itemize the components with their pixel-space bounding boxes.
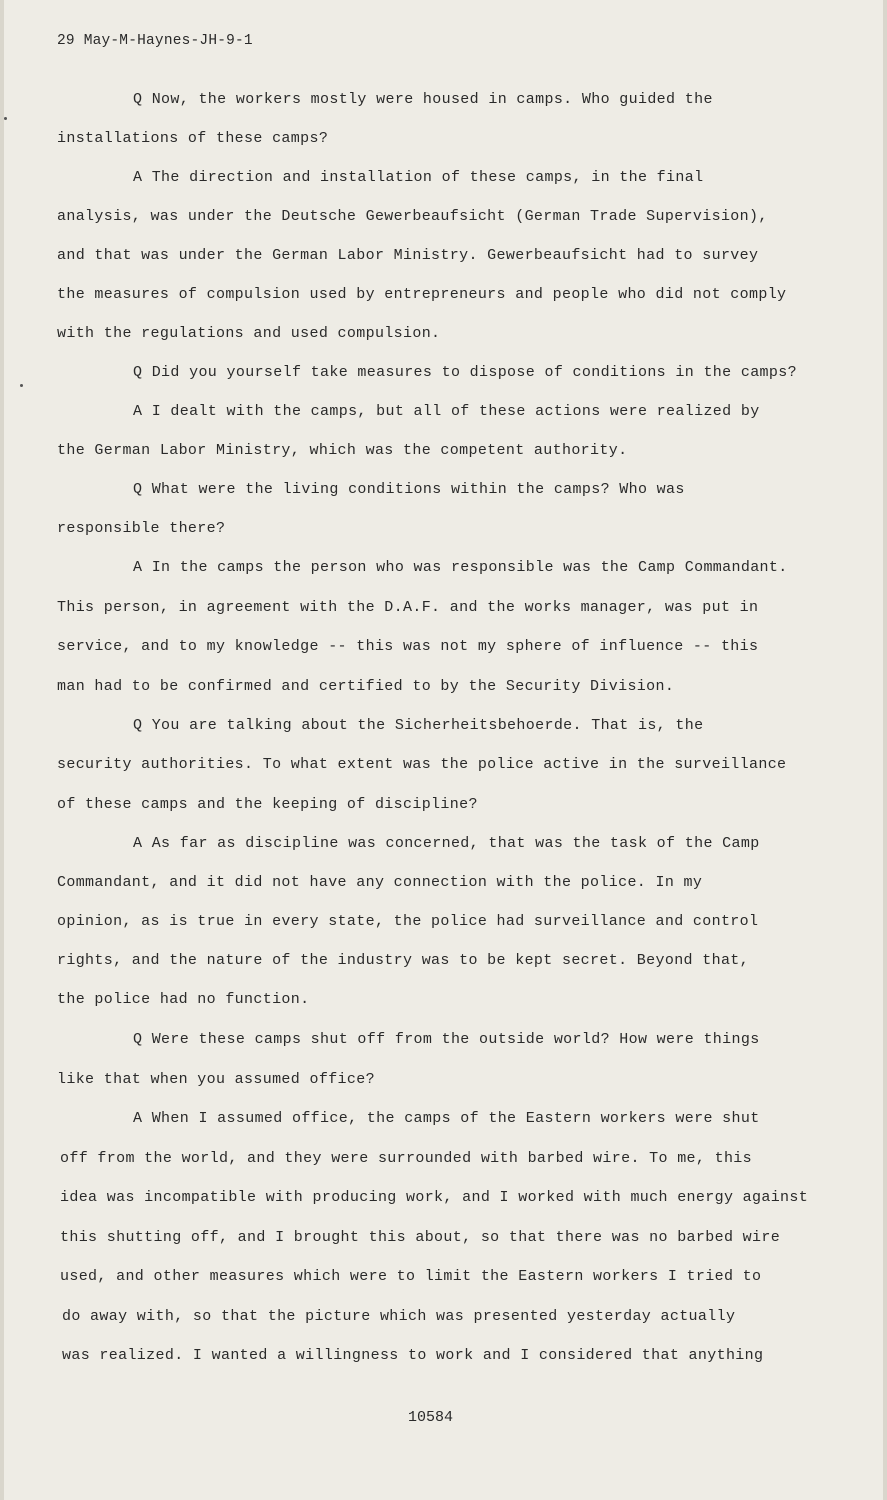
- text-line: the German Labor Ministry, which was the competent authority.: [57, 442, 628, 459]
- text-line: security authorities. To what extent was the police active in the surveillance: [57, 756, 787, 773]
- text-line: used, and other measures which were to limit the Eastern workers I tried to: [60, 1268, 762, 1285]
- text-line: of these camps and the keeping of discipline?: [57, 796, 478, 813]
- text-line: A The direction and installation of these camps, in the final: [133, 169, 704, 186]
- text-line: A I dealt with the camps, but all of these actions were realized by: [133, 403, 760, 420]
- page-header: 29 May-M-Haynes-JH-9-1: [57, 33, 253, 49]
- text-line: Q You are talking about the Sicherheitsbehoerde. That is, the: [133, 717, 704, 734]
- text-line: the police had no function.: [57, 991, 310, 1008]
- text-line: man had to be confirmed and certified to by the Security Division.: [57, 678, 675, 695]
- text-line: Commandant, and it did not have any connection with the police. In my: [57, 874, 703, 891]
- text-line: idea was incompatible with producing work, and I worked with much energy against: [60, 1189, 809, 1206]
- text-line: A When I assumed office, the camps of the Eastern workers were shut: [133, 1110, 760, 1127]
- margin-mark: [4, 117, 7, 120]
- text-line: installations of these camps?: [57, 130, 329, 147]
- text-line: service, and to my knowledge -- this was not my sphere of influence -- this: [57, 638, 759, 655]
- text-line: rights, and the nature of the industry was to be kept secret. Beyond that,: [57, 952, 750, 969]
- text-line: Q Were these camps shut off from the outside world? How were things: [133, 1031, 760, 1048]
- text-line: Q Did you yourself take measures to dispose of conditions in the camps?: [133, 364, 797, 381]
- text-line: do away with, so that the picture which was presented yesterday actually: [62, 1308, 736, 1325]
- margin-mark: [20, 384, 23, 387]
- text-line: and that was under the German Labor Ministry. Gewerbeaufsicht had to survey: [57, 247, 759, 264]
- text-line: off from the world, and they were surrounded with barbed wire. To me, this: [60, 1150, 753, 1167]
- text-line: the measures of compulsion used by entrepreneurs and people who did not comply: [57, 286, 787, 303]
- text-line: was realized. I wanted a willingness to work and I considered that anything: [62, 1347, 764, 1364]
- page-left-edge: [0, 0, 4, 1500]
- text-line: A In the camps the person who was responsible was the Camp Commandant.: [133, 559, 788, 576]
- text-line: with the regulations and used compulsion.: [57, 325, 441, 342]
- text-line: Q What were the living conditions within the camps? Who was: [133, 481, 685, 498]
- text-line: this shutting off, and I brought this about, so that there was no barbed wire: [60, 1229, 781, 1246]
- text-line: like that when you assumed office?: [57, 1071, 375, 1088]
- text-line: Q Now, the workers mostly were housed in camps. Who guided the: [133, 91, 713, 108]
- text-line: A As far as discipline was concerned, that was the task of the Camp: [133, 835, 760, 852]
- text-line: responsible there?: [57, 520, 226, 537]
- page-right-edge: [883, 0, 887, 1500]
- text-line: This person, in agreement with the D.A.F. and the works manager, was put in: [57, 599, 759, 616]
- page-number: 10584: [408, 1409, 454, 1426]
- text-line: analysis, was under the Deutsche Gewerbeaufsicht (German Trade Supervision),: [57, 208, 768, 225]
- text-line: opinion, as is true in every state, the police had surveillance and control: [57, 913, 759, 930]
